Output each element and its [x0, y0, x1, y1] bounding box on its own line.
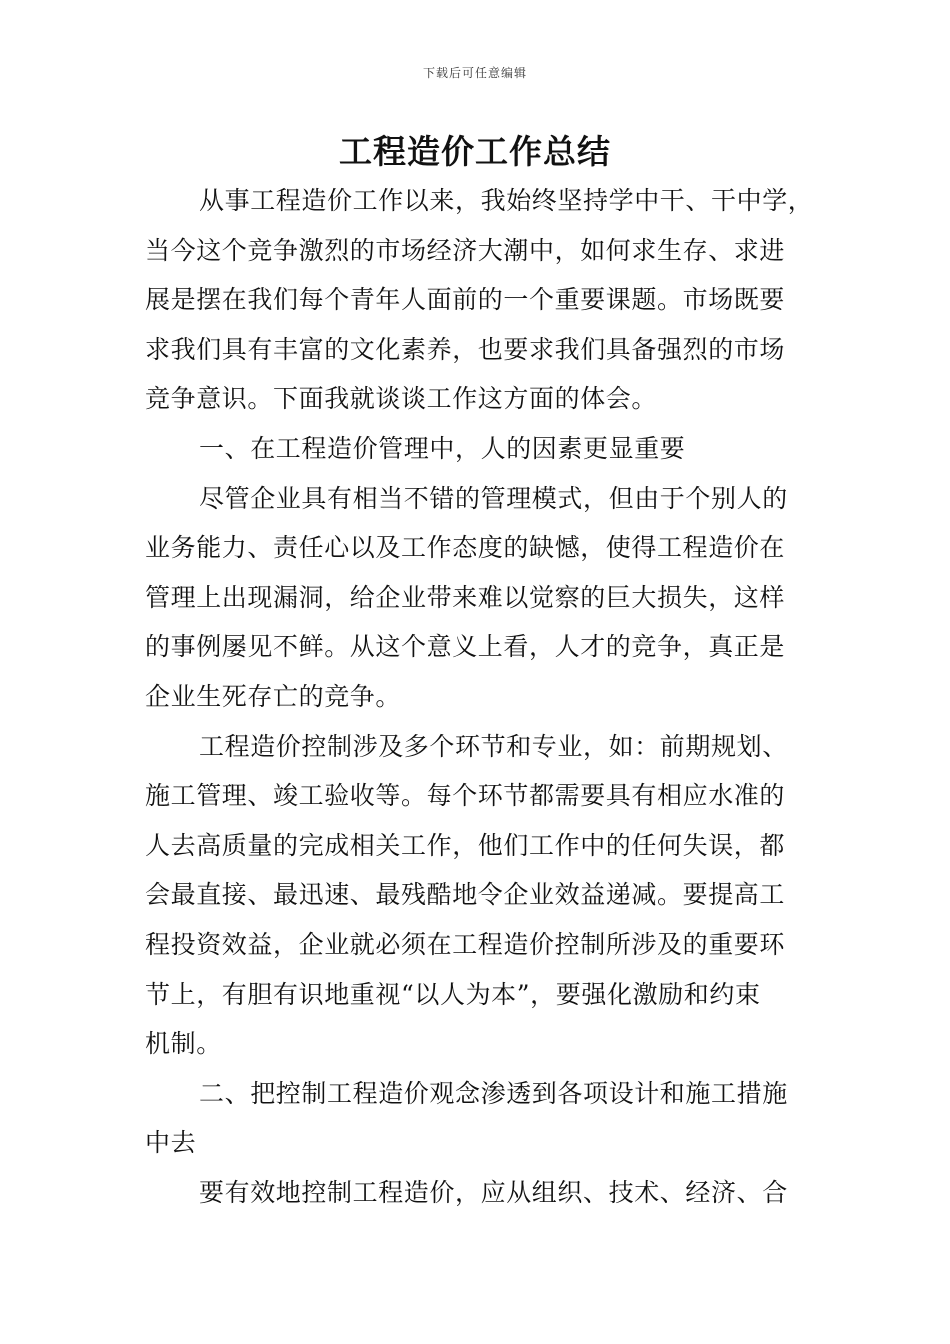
paragraph-line: 程投资效益，企业就必须在工程造价控制所涉及的重要环 [145, 929, 786, 959]
paragraph-line: 的事例屡见不鲜。从这个意义上看，人才的竞争，真正是 [145, 632, 786, 662]
paragraph-line: 从事工程造价工作以来，我始终坚持学中干、干中学， [199, 186, 814, 215]
paragraph-line: 业务能力、责任心以及工作态度的缺憾，使得工程造价在 [145, 533, 786, 563]
paragraph-line: 竞争意识。下面我就谈谈工作这方面的体会。 [145, 384, 658, 414]
page-header-note: 下载后可任意编辑 [422, 66, 527, 80]
section-heading: 二、把控制工程造价观念渗透到各项设计和施工措施 [199, 1078, 788, 1108]
paragraph-line: 工程造价控制涉及多个环节和专业，如：前期规划、 [199, 731, 788, 761]
document-title: 工程造价工作总结 [339, 132, 611, 171]
paragraph-line: 当今这个竞争激烈的市场经济大潮中，如何求生存、求进 [145, 235, 786, 265]
paragraph-line: 会最直接、最迅速、最残酷地令企业效益递减。要提高工 [145, 880, 786, 910]
paragraph-line: 要有效地控制工程造价，应从组织、技术、经济、合 [199, 1177, 788, 1207]
section-heading-continuation: 中去 [145, 1128, 197, 1158]
paragraph-line: 尽管企业具有相当不错的管理模式，但由于个别人的 [199, 483, 788, 513]
document-body [145, 176, 814, 1217]
paragraph-line: 节上，有胆有识地重视“以人为本”，要强化激励和约束 [145, 979, 761, 1009]
paragraph-line: 管理上出现漏洞，给企业带来难以觉察的巨大损失，这样 [145, 582, 786, 612]
paragraph-line: 企业生死存亡的竞争。 [145, 681, 402, 711]
paragraph-line: 人去高质量的完成相关工作，他们工作中的任何失误，都 [145, 830, 786, 860]
section-heading: 一、在工程造价管理中，人的因素更显重要 [199, 433, 686, 463]
paragraph-line: 施工管理、竣工验收等。每个环节都需要具有相应水准的 [145, 781, 786, 811]
paragraph-line: 展是摆在我们每个青年人面前的一个重要课题。市场既要 [145, 285, 786, 315]
paragraph-line: 求我们具有丰富的文化素养，也要求我们具备强烈的市场 [145, 334, 786, 364]
paragraph-line: 机制。 [145, 1029, 222, 1059]
